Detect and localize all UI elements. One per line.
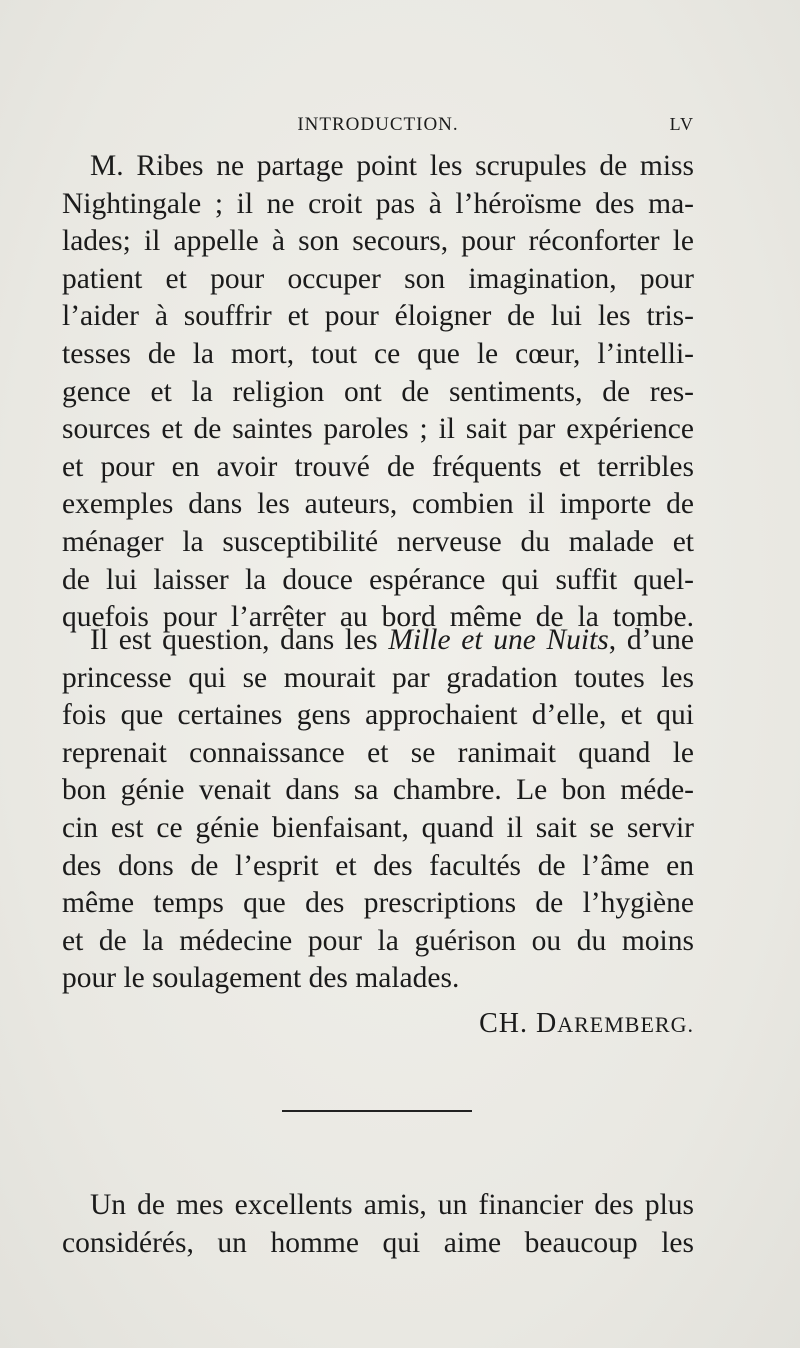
text-run: , d’une — [608, 624, 694, 656]
text-line: bon génie venait dans sa chambre. Le bon méde- — [62, 774, 694, 807]
text-line: reprenait connaissance et se ranimait quand le — [62, 736, 694, 769]
text-run: Il est question, dans les — [90, 624, 389, 656]
signature-surname-rest: AREMBERG. — [557, 1012, 694, 1037]
text-line: l’aider à souffrir et pour éloigner de lui les tris- — [62, 300, 694, 333]
text-line: patient et pour occuper son imagination, pour — [62, 262, 694, 295]
text-line: pour le soulagement des malades. — [62, 962, 460, 995]
text-line — [62, 622, 694, 660]
text-line: cin est ce génie bienfaisant, quand il sait se servir — [62, 811, 694, 844]
text-line: sources et de saintes paroles ; il sait par expérience — [62, 413, 694, 446]
text-line: Un de mes excellents amis, un financier des plus — [90, 1189, 694, 1221]
text-line: exemples dans les auteurs, combien il importe de — [62, 488, 694, 521]
running-title: INTRODUCTION. — [297, 114, 459, 135]
page-header — [62, 114, 694, 140]
text-line: Nightingale ; il ne croit pas à l’héroïsme des ma- — [62, 187, 694, 220]
text-line: considérés, un homme qui aime beaucoup les — [62, 1226, 694, 1259]
text-line: quefois pour l’arrêter au bord même de la tombe. — [62, 601, 694, 634]
section-divider — [282, 1110, 472, 1112]
text-line: tesses de la mort, tout ce que le cœur, l’intelli- — [62, 337, 694, 370]
page-number: LV — [669, 114, 694, 134]
text-line: gence et la religion ont de sentiments, de res- — [62, 375, 694, 408]
text-line: et pour en avoir trouvé de fréquents et terribles — [62, 450, 694, 483]
text-line: et de la médecine pour la guérison ou du moins — [62, 924, 694, 957]
paragraph-ribes — [62, 148, 694, 637]
book-title-italic: Mille et une Nuits — [388, 624, 609, 656]
paragraph-financier — [62, 1187, 694, 1262]
text-line: princesse qui se mourait par gradation toutes les — [62, 661, 694, 694]
text-line: même temps que des prescriptions de l’hygiène — [62, 887, 694, 920]
text-line: ménager la susceptibilité nerveuse du malade et — [62, 525, 694, 558]
signature-initial: CH. — [479, 1008, 529, 1039]
paragraph-mille-nuits — [62, 622, 694, 998]
author-signature — [479, 1008, 694, 1040]
text-line: lades; il appelle à son secours, pour réconforter le — [62, 225, 694, 258]
text-line: M. Ribes ne partage point les scrupules de miss — [90, 150, 694, 182]
text-line: fois que certaines gens approchaient d’elle, et qui — [62, 699, 694, 732]
text-line: de lui laisser la douce espérance qui suffit quel- — [62, 563, 694, 596]
text-line: des dons de l’esprit et des facultés de l’âme en — [62, 849, 694, 882]
signature-surname-cap: D — [536, 1008, 558, 1039]
